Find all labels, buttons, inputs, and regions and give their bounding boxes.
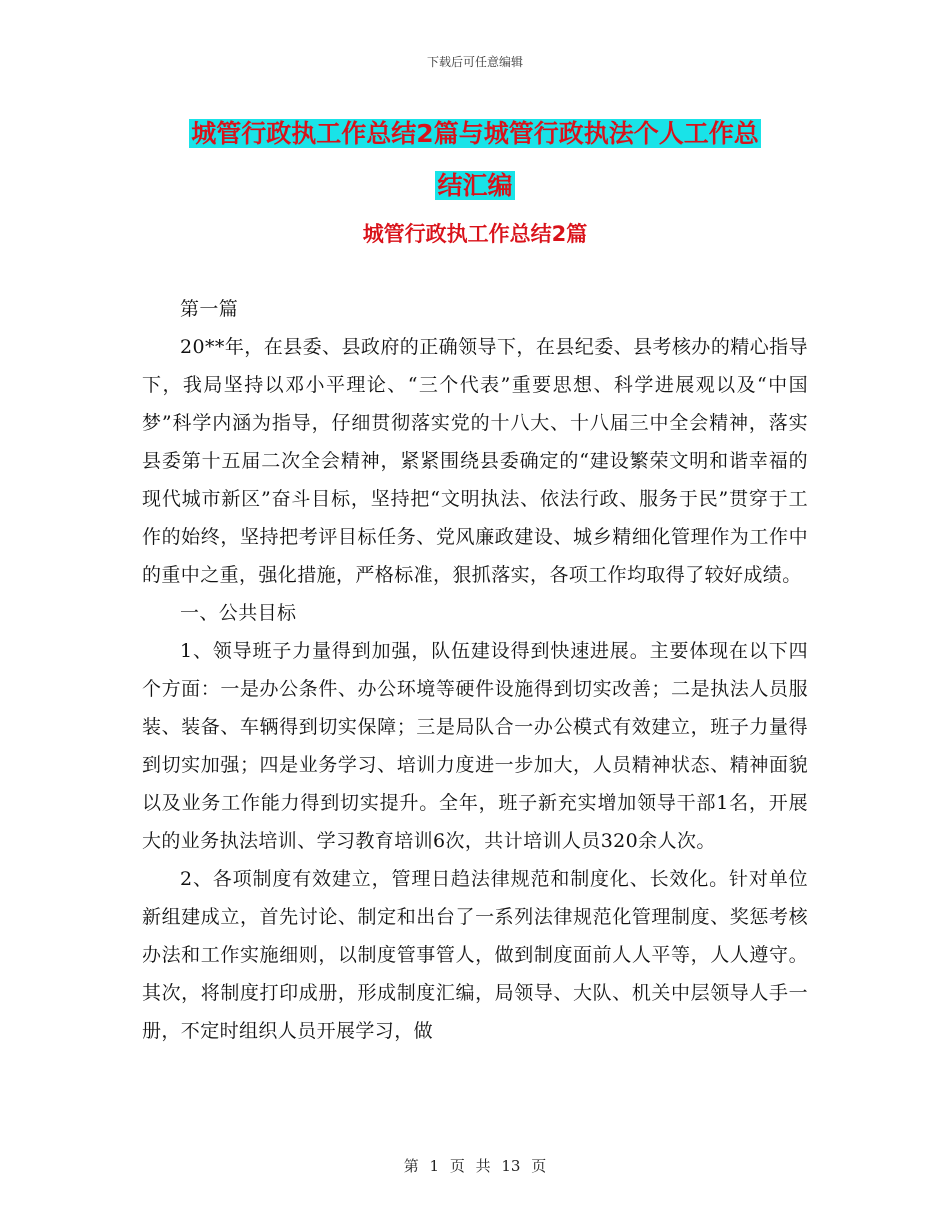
section-title: 城管行政执工作总结2篇: [362, 222, 588, 246]
document-body: [142, 290, 808, 1050]
paragraph-part-heading: 第一篇: [180, 298, 239, 320]
paragraph-heading-public-goals: 一、公共目标: [180, 602, 297, 624]
document-title: [140, 108, 810, 212]
page-header-note: 下载后可任意编辑: [426, 55, 523, 69]
document-title-line-1: 城管行政执工作总结2篇与城管行政执法个人工作总: [191, 119, 759, 148]
paragraph-item-1: 1、领导班子力量得到加强，队伍建设得到快速进展。主要体现在以下四个方面：一是办公条件、办公环境等硬件设施得到切实改善；二是执法人员服装、装备、车辆得到切实保障；三是局队合一办公模式有效建立，班子力量得到切实加强；四是业务学习、培训力度进一步加大，人员精神状态、精神面貌以及业务工作能力得到切实提升。全年，班子新充实增加领导干部1名，开展大的业务执法培训、学习教育培训6次，共计培训人员320余人次。: [142, 640, 808, 852]
paragraph-item-2: 2、各项制度有效建立，管理日趋法律规范和制度化、长效化。针对单位新组建成立，首先讨论、制定和出台了一系列法律规范化管理制度、奖惩考核办法和工作实施细则，以制度管事管人，做到制度面前人人平等，人人遵守。其次，将制度打印成册，形成制度汇编，局领导、大队、机关中层领导人手一册，不定时组织人员开展学习，做: [142, 868, 808, 1042]
page-number: 第 1 页 共 13 页: [403, 1157, 547, 1175]
paragraph-intro: 20**年，在县委、县政府的正确领导下，在县纪委、县考核办的精心指导下，我局坚持以邓小平理论、“三个代表”重要思想、科学进展观以及“中国梦”科学内涵为指导，仔细贯彻落实党的十八大、十八届三中全会精神，落实县委第十五届二次全会精神，紧紧围绕县委确定的“建设繁荣文明和谐幸福的现代城市新区”奋斗目标，坚持把“文明执法、依法行政、服务于民”贯穿于工作的始终，坚持把考评目标任务、党风廉政建设、城乡精细化管理作为工作中的重中之重，强化措施，严格标准，狠抓落实，各项工作均取得了较好成绩。: [142, 336, 808, 586]
document-title-line-2: 结汇编: [437, 171, 513, 200]
